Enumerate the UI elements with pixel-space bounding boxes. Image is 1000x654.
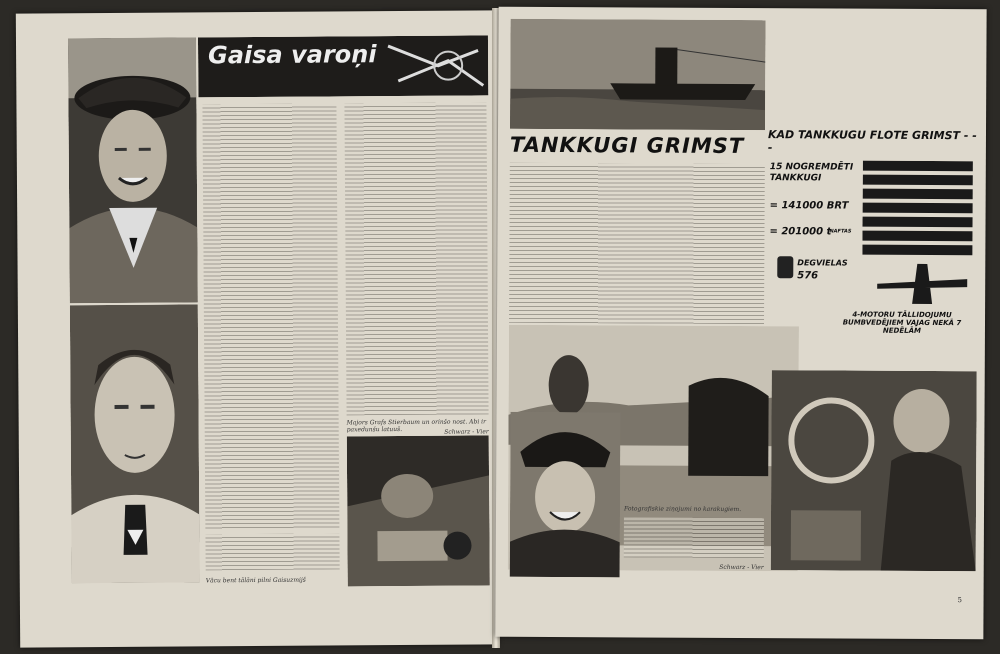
bomber-plane-icon [867,259,977,310]
infographic [767,128,980,359]
fuel-barrel-icon [777,256,793,278]
cockpit-photo [347,435,490,586]
infographic-fuel-label: DEGVIELAS [797,258,848,268]
portrait-pilot-cap [68,37,198,303]
sailors-at-periscope-photo [771,370,977,571]
portrait-sailor [510,412,621,578]
article-text-right [509,163,765,324]
caption-credit-middle: Schwarz - Vier [444,428,489,436]
infographic-count: 15 NOGREMDĒTI TANKKUGI [769,162,854,184]
caption-bottom: Fotografiskie ziņojumi no karakugiem. [624,505,742,514]
infographic-brt: = 141000 BRT [769,200,849,212]
infographic-tons-unit: NAFTAS [829,228,852,235]
caption-body [624,517,764,558]
infographic-title: KAD TANKKUGU FLOTE GRIMST - - - [767,128,977,155]
caption-credit-bottom: Schwarz - Vier [719,563,764,572]
page-number: 5 [957,596,963,605]
caption-middle: Majors Grafs Stierbaum un orinšo nost. Abi ir paxedunšu latuuš. [346,418,486,434]
article-column-2 [344,102,488,415]
headline-text-right: TANKKUGI GRIMST [509,132,745,159]
infographic-fuel-value: 576 [797,270,819,282]
headline-banner [198,35,488,97]
caption-bottom-left: Vācu bent tālāni pilni Gaisuzmijš [205,576,306,585]
headline-text: Gaisa varoņi [207,40,377,70]
article-column-1 [202,103,339,529]
left-page [16,10,498,647]
submarine-photo [510,19,766,130]
portrait-pilot-bareheaded [70,304,200,583]
infographic-bomber-text: 4-MOTORU TĀLLIDOJUMU BUMBVEDĒJIEM VAJAG NEKĀ 7 NEDĒLĀM [842,310,962,335]
article-footer-text [205,533,339,570]
infographic-tons: = 201000 t [769,226,832,238]
right-page [495,7,986,640]
